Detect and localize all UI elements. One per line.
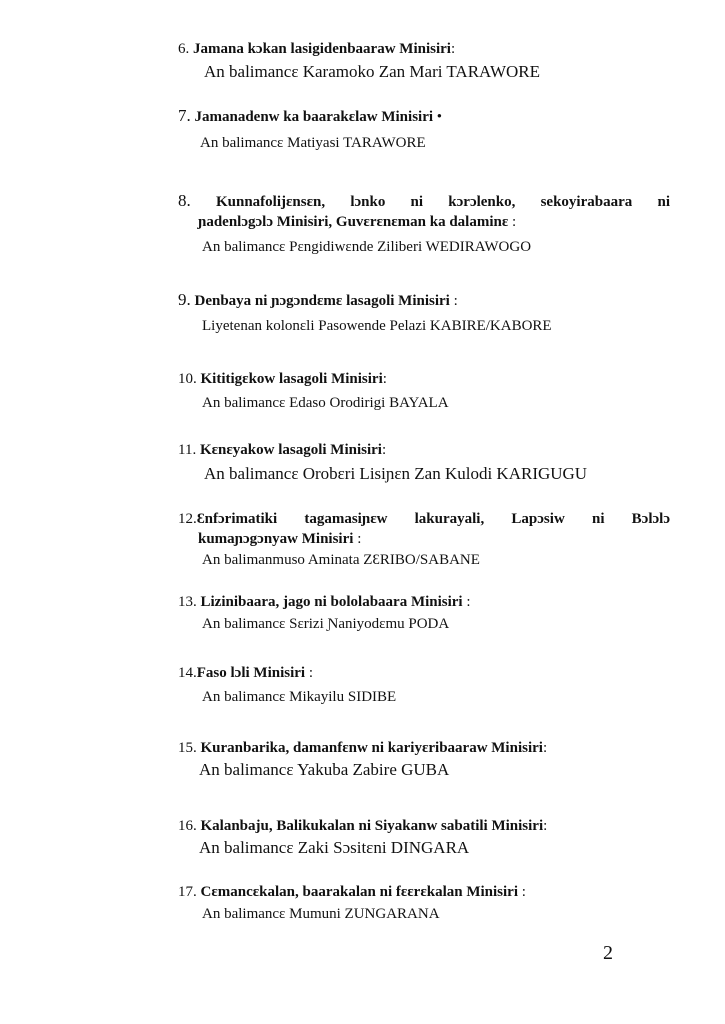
ministry-entry-11 (178, 440, 670, 484)
ministry-name: Jamana kɔkan lasigidenbaaraw Minisiri (193, 41, 451, 57)
entry-number: 7. (178, 106, 191, 125)
ministry-name: Kalanbaju, Balikukalan ni Siyakanw sabatili Minisiri (200, 818, 544, 834)
ministry-title (178, 39, 670, 59)
minister-name: An balimancɛ Pɛngidiwɛnde Ziliberi WEDIRAWOGO (202, 239, 532, 255)
minister-name: An balimancɛ Mikayilu SIDIBE (202, 689, 397, 705)
title-suffix: : (353, 531, 362, 547)
ministry-entry-8 (178, 191, 670, 257)
ministry-title (178, 440, 670, 460)
ministry-entry-16 (178, 816, 670, 858)
ministry-entry-6 (178, 39, 670, 82)
ministry-name: Kititigɛkow lasagoli Minisiri (200, 371, 383, 387)
ministry-name-line2: ɲadenlɔgɔlɔ Minisiri, Guvɛrɛnɛman ka dalaminɛ (198, 214, 509, 230)
entry-number: 6. (178, 41, 190, 57)
ministry-title-cont (178, 529, 670, 549)
minister-name: An balimancɛ Mumuni ZUNGARANA (202, 906, 440, 922)
minister-name: An balimancɛ Matiyasi TARAWORE (200, 135, 426, 151)
ministry-name: Cɛmancɛkalan, baarakalan ni fɛɛrɛkalan Minisiri (200, 884, 519, 900)
ministry-title (178, 106, 670, 127)
title-suffix: : (508, 214, 517, 230)
ministry-entry-13 (178, 592, 670, 634)
entry-number: 14. (178, 665, 197, 681)
ministry-entry-14 (178, 663, 670, 707)
title-suffix: : (381, 442, 387, 458)
ministry-name: Jamanadenw ka baarakɛlaw Minisiri (194, 109, 434, 125)
ministry-name: Kuranbarika, damanfɛnw ni kariyɛribaaraw Minisiri (200, 740, 543, 756)
entry-number: 11. (178, 442, 197, 458)
ministry-entry-12 (178, 509, 670, 570)
minister-name: An balimancɛ Edaso Orodirigi BAYALA (202, 395, 449, 411)
ministry-title (178, 816, 670, 836)
ministry-name: Lizinibaara, jago ni bololabaara Minisiri (200, 594, 463, 610)
minister-name: Liyetenan kolonɛli Pasowende Pelazi KABIRE/KABORE (202, 318, 552, 334)
title-suffix: : (449, 293, 458, 309)
entry-number: 12. (178, 511, 197, 527)
ministry-title (178, 290, 670, 311)
entry-number: 8. (178, 191, 191, 210)
ministry-name: Denbaya ni ɲɔgɔndɛmɛ lasagoli Minisiri (194, 293, 450, 309)
title-suffix: • (433, 109, 443, 125)
minister-name: An balimancɛ Yakuba Zabire GUBA (199, 760, 450, 779)
ministry-entry-7 (178, 106, 670, 153)
ministry-title (178, 509, 670, 529)
minister-name: An balimancɛ Karamoko Zan Mari TARAWORE (204, 62, 540, 81)
title-suffix: : (382, 371, 387, 387)
entry-number: 17. (178, 884, 197, 900)
ministry-title-cont (178, 212, 670, 232)
entry-number: 10. (178, 371, 197, 387)
ministry-entry-17 (178, 882, 670, 924)
entry-number: 16. (178, 818, 197, 834)
minister-name: An balimanmuso Aminata ZƐRIBO/SABANE (202, 552, 480, 568)
ministry-entry-10 (178, 369, 670, 413)
ministry-name-line2: kumaɲɔgɔnyaw Minisiri (198, 531, 354, 547)
ministry-entry-9 (178, 290, 670, 336)
minister-name: An balimancɛ Sɛrizi Ɲaniyodɛmu PODA (202, 616, 450, 632)
entry-number: 13. (178, 594, 197, 610)
ministry-entry-15 (178, 738, 670, 780)
ministry-title (178, 592, 670, 612)
entry-number: 15. (178, 740, 197, 756)
ministry-title (178, 369, 670, 389)
title-suffix: : (305, 665, 313, 681)
ministry-title (178, 663, 670, 683)
minister-name: An balimancɛ Zaki Sɔsitɛni DINGARA (199, 838, 470, 857)
title-suffix: : (543, 818, 548, 834)
ministry-title (178, 738, 670, 758)
title-suffix: : (450, 41, 456, 57)
ministry-name-line1: Ɛnfɔrimatiki tagamasiɲɛw lakurayali, Lapɔsiw ni Bɔlɔlɔ (196, 511, 670, 527)
ministry-name: Faso lɔli Minisiri (196, 665, 306, 681)
page-number: 2 (603, 942, 613, 964)
title-suffix: : (518, 884, 526, 900)
ministry-name: Kɛnɛyakow lasagoli Minisiri (199, 442, 382, 458)
title-suffix: : (462, 594, 471, 610)
title-suffix: : (542, 740, 548, 756)
entry-number: 9. (178, 290, 191, 309)
minister-name: An balimancɛ Orobɛri Lisiɲɛn Zan Kulodi KARIGUGU (204, 464, 588, 483)
ministry-title (178, 882, 670, 902)
ministry-title (178, 191, 670, 212)
ministry-name-line1: Kunnafolijɛnsɛn, lɔnko ni kɔrɔlenko, sekoyirabaara ni (215, 194, 670, 210)
